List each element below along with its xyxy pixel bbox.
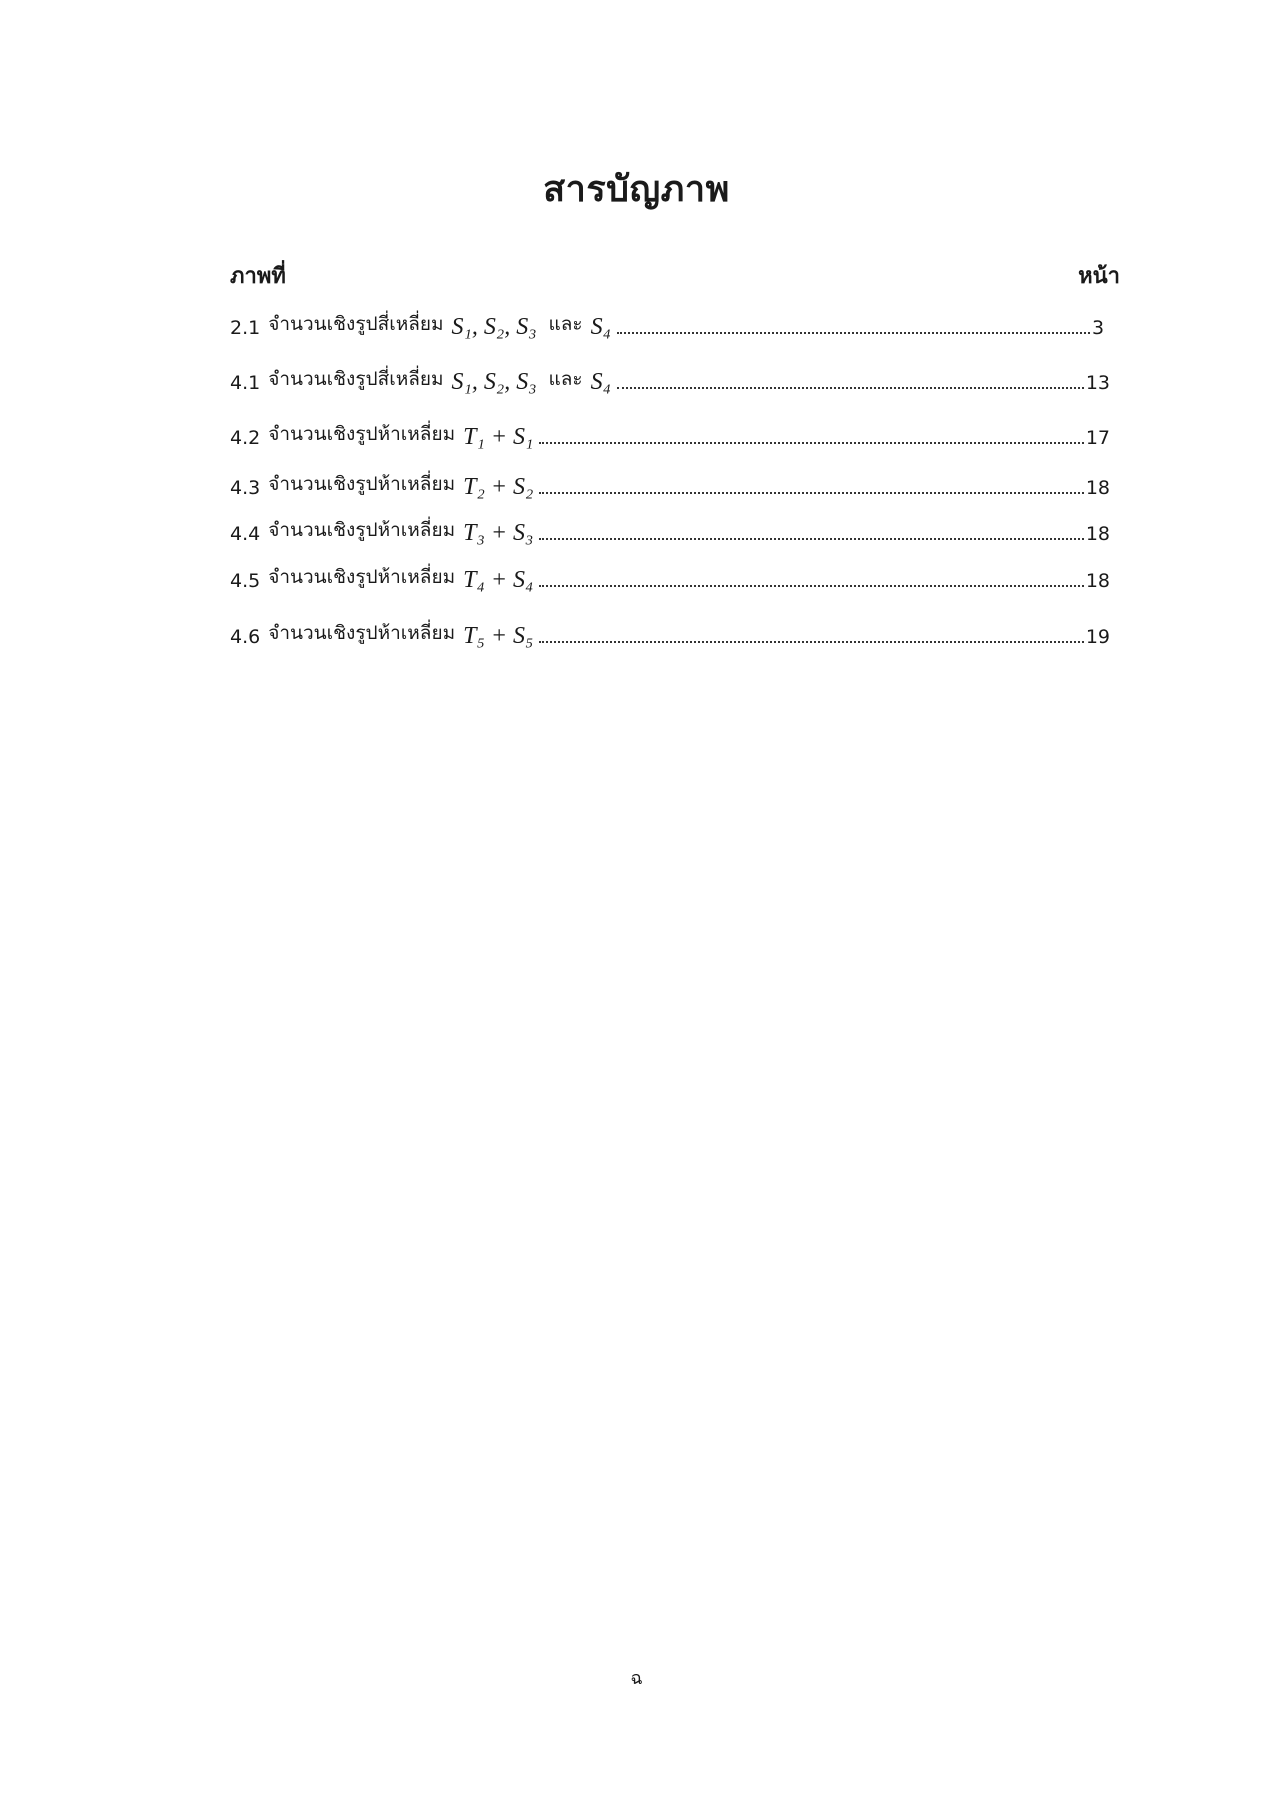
figure-math-label: T₃ + S₃ bbox=[463, 520, 534, 546]
figure-caption: จำนวนเชิงรูปสี่เหลี่ยม bbox=[268, 368, 444, 390]
figure-math-label: T₅ + S₅ bbox=[463, 623, 534, 649]
page-number: 18 bbox=[1085, 570, 1110, 592]
figure-column-heading: ภาพที่ bbox=[230, 264, 286, 289]
figure-number: 4.6 bbox=[230, 626, 261, 648]
figure-number: 2.1 bbox=[230, 317, 261, 339]
toc-entry[interactable] bbox=[230, 511, 1110, 545]
toc-entry[interactable] bbox=[230, 415, 1110, 449]
figure-caption: จำนวนเชิงรูปห้าเหลี่ยม bbox=[268, 566, 456, 588]
figure-conjunction: และ bbox=[548, 313, 583, 335]
figure-caption: จำนวนเชิงรูปห้าเหลี่ยม bbox=[268, 473, 456, 495]
figure-math-label: S₁, S₂, S₃ bbox=[451, 369, 537, 395]
toc-entry[interactable] bbox=[230, 360, 1110, 394]
dot-leader bbox=[617, 331, 1090, 334]
toc-entry[interactable] bbox=[230, 305, 1110, 339]
figure-number: 4.3 bbox=[230, 477, 261, 499]
page-number: 3 bbox=[1092, 317, 1105, 339]
toc-header bbox=[230, 258, 1120, 288]
page-column-heading: หน้า bbox=[1078, 264, 1120, 289]
figure-caption: จำนวนเชิงรูปห้าเหลี่ยม bbox=[268, 622, 456, 644]
figure-conjunction: และ bbox=[548, 368, 583, 390]
figure-number: 4.4 bbox=[230, 523, 261, 545]
dot-leader bbox=[539, 584, 1083, 587]
toc-entry[interactable] bbox=[230, 465, 1110, 499]
dot-leader bbox=[539, 537, 1083, 540]
toc-entry[interactable] bbox=[230, 558, 1110, 592]
figure-caption: จำนวนเชิงรูปสี่เหลี่ยม bbox=[268, 313, 444, 335]
toc-entry[interactable] bbox=[230, 614, 1110, 648]
figure-math-label: T₂ + S₂ bbox=[463, 474, 534, 500]
dot-leader bbox=[539, 441, 1083, 444]
dot-leader bbox=[617, 386, 1084, 389]
figure-number: 4.1 bbox=[230, 372, 261, 394]
page-number: 18 bbox=[1085, 523, 1110, 545]
figure-math-label: T₁ + S₁ bbox=[463, 424, 534, 450]
dot-leader bbox=[539, 491, 1083, 494]
page-title: สารบัญภาพ bbox=[543, 169, 730, 210]
figure-caption: จำนวนเชิงรูปห้าเหลี่ยม bbox=[268, 423, 456, 445]
figure-number: 4.2 bbox=[230, 427, 261, 449]
page-number: 18 bbox=[1085, 477, 1110, 499]
page-marker: ฉ bbox=[630, 1668, 643, 1689]
page-number: 19 bbox=[1085, 626, 1110, 648]
figure-caption: จำนวนเชิงรูปห้าเหลี่ยม bbox=[268, 519, 456, 541]
figure-math-label: T₄ + S₄ bbox=[463, 567, 534, 593]
page-number: 13 bbox=[1085, 372, 1110, 394]
figure-math-label-2: S₄ bbox=[590, 314, 611, 340]
figure-math-label-2: S₄ bbox=[590, 369, 611, 395]
figure-math-label: S₁, S₂, S₃ bbox=[451, 314, 537, 340]
figure-number: 4.5 bbox=[230, 570, 261, 592]
page-number: 17 bbox=[1085, 427, 1110, 449]
dot-leader bbox=[539, 640, 1083, 643]
